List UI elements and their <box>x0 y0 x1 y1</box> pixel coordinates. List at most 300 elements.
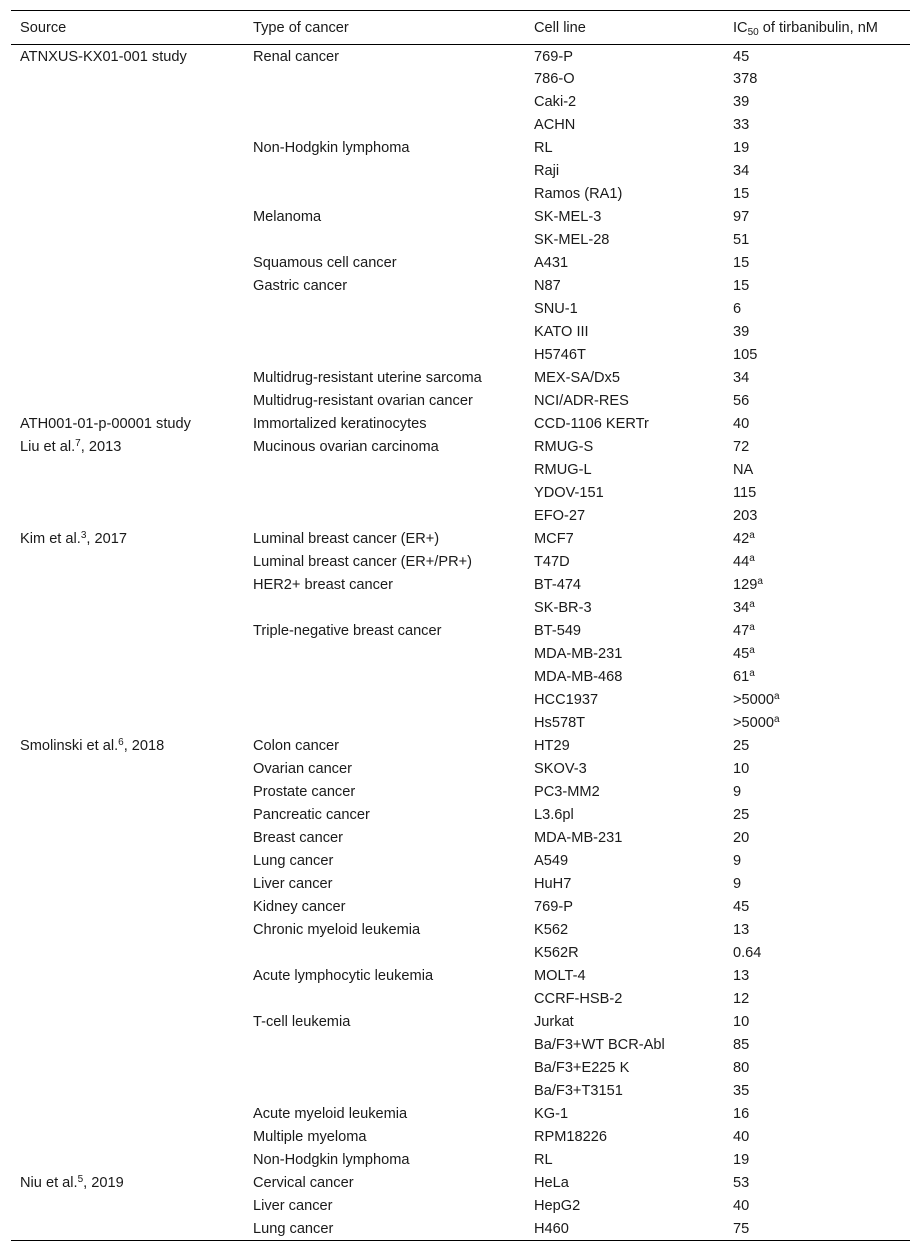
cell-cell-line: H5746T <box>534 347 586 363</box>
ic50-value: 53 <box>733 1175 750 1191</box>
cell-cell-line: HCC1937 <box>534 692 599 708</box>
cell-ic50 <box>724 804 910 827</box>
cell-source <box>11 1172 244 1195</box>
table-row <box>11 1172 910 1195</box>
cell-type-of-cancer: Squamous cell cancer <box>253 255 397 271</box>
reference-superscript: 5 <box>77 1174 84 1185</box>
table-row <box>11 689 910 712</box>
ic50-value: 80 <box>733 1060 750 1076</box>
table-row <box>11 896 910 919</box>
ic50-value: 42 <box>733 531 750 547</box>
ic50-value: 51 <box>733 232 750 248</box>
table-row <box>11 91 910 114</box>
cell-type-of-cancer: Multidrug-resistant uterine sarcoma <box>253 370 482 386</box>
cell-ic50 <box>724 666 910 689</box>
table-row <box>11 252 910 275</box>
cell-type-of-cancer <box>244 505 525 528</box>
cell-type-of-cancer: Luminal breast cancer (ER+) <box>253 531 440 547</box>
cell-ic50 <box>724 45 910 68</box>
cell-type-of-cancer: Gastric cancer <box>253 278 348 294</box>
table-header <box>11 11 910 45</box>
cell-cell-line: Jurkat <box>534 1014 574 1030</box>
cell-type-of-cancer: Chronic myeloid leukemia <box>253 922 421 938</box>
table-row <box>11 620 910 643</box>
cell-type-of-cancer: Lung cancer <box>244 1218 525 1241</box>
cell-cell-line: SK-MEL-28 <box>534 232 610 248</box>
cell-source <box>11 620 244 643</box>
cell-ic50 <box>724 689 910 712</box>
ic50-value: >5000 <box>733 692 774 708</box>
cell-ic50 <box>724 68 910 91</box>
cell-ic50 <box>724 206 910 229</box>
ic50-value: 35 <box>733 1083 750 1099</box>
ic50-value: 115 <box>733 485 757 501</box>
cell-type-of-cancer <box>244 459 525 482</box>
cell-source <box>11 183 244 206</box>
cell-type-of-cancer: Kidney cancer <box>253 899 346 915</box>
cell-type-of-cancer: Mucinous ovarian carcinoma <box>253 439 439 455</box>
cell-ic50 <box>724 298 910 321</box>
table-row <box>11 413 910 436</box>
cell-source <box>11 1195 244 1218</box>
table-row <box>11 1057 910 1080</box>
table-row <box>11 666 910 689</box>
cell-cell-line: K562R <box>534 945 579 961</box>
cell-ic50 <box>724 620 910 643</box>
cell-source <box>11 298 244 321</box>
ic50-value: 10 <box>733 1014 750 1030</box>
cell-type-of-cancer <box>244 666 525 689</box>
cell-type-of-cancer: Breast cancer <box>253 830 344 846</box>
ic50-value: 16 <box>733 1106 750 1122</box>
ic50-value: 85 <box>733 1037 750 1053</box>
cell-ic50 <box>724 1011 910 1034</box>
cell-cell-line: H460 <box>525 1218 724 1241</box>
ic50-value: 56 <box>733 393 750 409</box>
table-row <box>11 482 910 505</box>
cell-ic50 <box>724 275 910 298</box>
cell-cell-line: 769-P <box>534 49 573 66</box>
table-row <box>11 206 910 229</box>
cell-ic50 <box>724 965 910 988</box>
cell-ic50 <box>724 1149 910 1172</box>
cell-type-of-cancer <box>244 344 525 367</box>
table-body <box>11 45 910 1241</box>
cell-ic50 <box>724 482 910 505</box>
cell-source <box>11 735 244 758</box>
cell-source <box>11 229 244 252</box>
cell-ic50 <box>724 1126 910 1149</box>
ic50-value: 15 <box>733 278 750 294</box>
cell-source <box>11 712 244 735</box>
cell-ic50 <box>724 919 910 942</box>
table-row <box>11 827 910 850</box>
ic50-value: 75 <box>733 1220 750 1237</box>
cell-source <box>11 1126 244 1149</box>
cell-type-of-cancer: Colon cancer <box>253 738 339 754</box>
cell-type-of-cancer <box>244 482 525 505</box>
cell-ic50 <box>724 1103 910 1126</box>
table-row <box>11 114 910 137</box>
cell-cell-line: EFO-27 <box>534 508 586 524</box>
cell-source <box>11 988 244 1011</box>
cell-ic50 <box>724 1034 910 1057</box>
cell-cell-line: HeLa <box>534 1175 569 1191</box>
cell-source <box>11 91 244 114</box>
ic50-value: 129 <box>733 577 758 593</box>
source-year: , 2018 <box>123 738 165 754</box>
cell-source <box>11 321 244 344</box>
header-ic50-prefix: IC <box>733 19 748 36</box>
cell-ic50 <box>724 459 910 482</box>
footnote-superscript: a <box>749 553 755 564</box>
cell-cell-line: ACHN <box>534 117 576 133</box>
cell-ic50 <box>724 827 910 850</box>
table-row <box>11 505 910 528</box>
footnote-superscript: a <box>749 668 755 679</box>
table-row <box>11 804 910 827</box>
source-text: ATNXUS-KX01-001 study <box>20 49 187 66</box>
cell-source <box>11 137 244 160</box>
cell-source <box>11 1218 244 1241</box>
cell-ic50 <box>724 735 910 758</box>
ic50-value: NA <box>733 462 754 478</box>
cell-type-of-cancer: Cervical cancer <box>253 1175 354 1191</box>
cell-type-of-cancer: Ovarian cancer <box>253 761 352 777</box>
footnote-superscript: a <box>774 691 780 702</box>
table-row <box>11 988 910 1011</box>
footnote-superscript: a <box>749 530 755 541</box>
cell-ic50 <box>724 873 910 896</box>
reference-superscript: 7 <box>75 438 81 449</box>
table-row <box>11 574 910 597</box>
cell-type-of-cancer: Acute lymphocytic leukemia <box>253 968 434 984</box>
cell-type-of-cancer <box>244 91 525 114</box>
cell-type-of-cancer: Liver cancer <box>253 876 333 892</box>
table-row <box>11 551 910 574</box>
cell-cell-line: Ba/F3+WT BCR-Abl <box>534 1037 665 1053</box>
cell-ic50 <box>724 413 910 436</box>
cell-source <box>11 206 244 229</box>
ic50-value: 97 <box>733 209 750 225</box>
cell-type-of-cancer: Multiple myeloma <box>253 1129 367 1145</box>
data-table-container <box>11 10 910 1241</box>
header-type-of-cancer: Type of cancer <box>244 11 525 45</box>
cell-cell-line: RPM18226 <box>534 1129 608 1145</box>
cell-cell-line: 786-O <box>534 71 575 87</box>
header-ic50-suffix: of tirbanibulin, nM <box>758 19 878 36</box>
cell-cell-line: Ba/F3+T3151 <box>534 1083 623 1099</box>
header-source: Source <box>11 11 244 45</box>
cell-cell-line: Caki-2 <box>534 94 577 110</box>
ic50-value: 15 <box>733 255 750 271</box>
ic50-value: 9 <box>733 784 742 800</box>
ic50-value: 105 <box>733 347 758 363</box>
table-row <box>11 758 910 781</box>
cell-source <box>11 689 244 712</box>
ic50-table <box>11 10 910 1241</box>
ic50-value: 20 <box>733 830 750 846</box>
cell-source <box>11 850 244 873</box>
cell-type-of-cancer: HER2+ breast cancer <box>253 577 393 593</box>
ic50-value: 0.64 <box>733 945 762 961</box>
source-text: Kim et al. <box>20 531 81 547</box>
source-year: , 2013 <box>80 439 122 455</box>
ic50-value: 15 <box>733 186 750 202</box>
table-row <box>11 1218 910 1241</box>
cell-ic50 <box>724 505 910 528</box>
cell-cell-line: MEX-SA/Dx5 <box>534 370 620 386</box>
table-row <box>11 1011 910 1034</box>
reference-superscript: 6 <box>118 737 124 748</box>
cell-source <box>11 390 244 413</box>
ic50-value: 203 <box>733 508 758 524</box>
cell-cell-line: YDOV-151 <box>534 485 604 501</box>
cell-cell-line: A431 <box>534 255 569 271</box>
cell-ic50 <box>724 781 910 804</box>
cell-source <box>11 1057 244 1080</box>
cell-cell-line: Ba/F3+E225 K <box>534 1060 630 1076</box>
cell-ic50 <box>724 1195 910 1218</box>
cell-type-of-cancer <box>244 988 525 1011</box>
cell-source <box>11 896 244 919</box>
cell-ic50 <box>724 942 910 965</box>
cell-type-of-cancer <box>244 183 525 206</box>
table-row <box>11 919 910 942</box>
cell-cell-line: T47D <box>534 554 570 570</box>
cell-cell-line: CCD-1106 KERTr <box>534 416 649 432</box>
cell-cell-line: KG-1 <box>534 1106 569 1122</box>
cell-ic50 <box>724 1080 910 1103</box>
table-row <box>11 1034 910 1057</box>
ic50-value: 19 <box>733 140 750 156</box>
cell-type-of-cancer: Lung cancer <box>253 853 334 869</box>
ic50-value: 25 <box>733 738 750 754</box>
table-row <box>11 137 910 160</box>
cell-cell-line: A549 <box>534 853 569 869</box>
ic50-value: 12 <box>733 991 750 1007</box>
cell-source <box>11 666 244 689</box>
cell-source <box>11 367 244 390</box>
cell-source <box>11 1011 244 1034</box>
table-row <box>11 344 910 367</box>
cell-source <box>11 827 244 850</box>
cell-source <box>11 804 244 827</box>
ic50-value: 6 <box>733 301 742 317</box>
cell-source <box>11 551 244 574</box>
ic50-value: >5000 <box>733 715 774 731</box>
source-year: , 2019 <box>83 1175 124 1191</box>
cell-cell-line: BT-474 <box>534 577 582 593</box>
ic50-value: 72 <box>733 439 750 455</box>
table-row <box>11 965 910 988</box>
header-ic50-subscript: 50 <box>747 26 759 38</box>
cell-cell-line: MDA-MB-468 <box>534 669 623 685</box>
cell-type-of-cancer: Prostate cancer <box>253 784 356 800</box>
cell-type-of-cancer: Acute myeloid leukemia <box>253 1106 408 1122</box>
cell-source <box>11 275 244 298</box>
table-row <box>11 1149 910 1172</box>
cell-type-of-cancer: Pancreatic cancer <box>253 807 370 823</box>
cell-source <box>11 1103 244 1126</box>
cell-cell-line: SNU-1 <box>534 301 578 317</box>
cell-ic50 <box>724 1057 910 1080</box>
table-row <box>11 275 910 298</box>
ic50-value: 13 <box>733 968 750 984</box>
cell-cell-line: RL <box>534 1152 553 1168</box>
cell-cell-line: HuH7 <box>534 876 572 892</box>
ic50-value: 378 <box>733 71 758 87</box>
footnote-superscript: a <box>757 576 763 587</box>
table-row <box>11 781 910 804</box>
ic50-value: 40 <box>733 1129 750 1145</box>
cell-source <box>11 459 244 482</box>
cell-ic50 <box>724 896 910 919</box>
source-text: Liu et al. <box>20 439 76 455</box>
cell-source <box>11 965 244 988</box>
footnote-superscript: a <box>749 622 755 633</box>
cell-source <box>11 1034 244 1057</box>
cell-type-of-cancer: Renal cancer <box>253 49 339 66</box>
cell-cell-line: SK-BR-3 <box>534 600 592 616</box>
table-row <box>11 229 910 252</box>
ic50-value: 34 <box>733 370 750 386</box>
cell-cell-line: CCRF-HSB-2 <box>534 991 623 1007</box>
cell-ic50 <box>724 1218 910 1241</box>
table-row <box>11 942 910 965</box>
ic50-value: 61 <box>733 669 750 685</box>
ic50-value: 45 <box>733 49 750 66</box>
cell-source <box>11 1080 244 1103</box>
cell-ic50 <box>724 252 910 275</box>
cell-type-of-cancer <box>244 712 525 735</box>
cell-type-of-cancer: T-cell leukemia <box>253 1014 351 1030</box>
ic50-value: 47 <box>733 623 750 639</box>
source-text: Niu et al. <box>20 1175 78 1191</box>
table-row <box>11 712 910 735</box>
source-year: , 2017 <box>86 531 127 547</box>
ic50-value: 45 <box>733 646 750 662</box>
cell-cell-line: 769-P <box>534 899 573 915</box>
cell-ic50 <box>724 597 910 620</box>
table-row <box>11 459 910 482</box>
cell-source <box>11 942 244 965</box>
cell-type-of-cancer: Luminal breast cancer (ER+/PR+) <box>253 554 472 570</box>
table-row <box>11 367 910 390</box>
cell-ic50 <box>724 1172 910 1195</box>
cell-ic50 <box>724 712 910 735</box>
cell-type-of-cancer <box>244 597 525 620</box>
cell-type-of-cancer <box>244 114 525 137</box>
cell-cell-line: N87 <box>534 278 561 294</box>
footnote-superscript: a <box>749 599 755 610</box>
reference-superscript: 3 <box>80 530 87 541</box>
cell-type-of-cancer <box>244 160 525 183</box>
cell-type-of-cancer: Immortalized keratinocytes <box>253 416 427 432</box>
cell-cell-line: Raji <box>534 163 560 179</box>
cell-cell-line: RMUG-L <box>534 462 592 478</box>
cell-cell-line: NCI/ADR-RES <box>534 393 629 409</box>
cell-source <box>11 1149 244 1172</box>
cell-ic50 <box>724 344 910 367</box>
cell-type-of-cancer: Multidrug-resistant ovarian cancer <box>253 393 473 409</box>
cell-type-of-cancer <box>244 643 525 666</box>
table-row <box>11 597 910 620</box>
cell-type-of-cancer: Triple-negative breast cancer <box>253 623 442 639</box>
ic50-value: 25 <box>733 807 750 823</box>
cell-cell-line: RMUG-S <box>534 439 594 455</box>
cell-type-of-cancer: Liver cancer <box>253 1198 333 1214</box>
cell-ic50 <box>724 551 910 574</box>
cell-source <box>11 873 244 896</box>
cell-type-of-cancer <box>244 229 525 252</box>
ic50-value: 9 <box>733 876 742 892</box>
table-row <box>11 321 910 344</box>
cell-ic50 <box>724 137 910 160</box>
table-row <box>11 873 910 896</box>
cell-cell-line: Hs578T <box>534 715 586 731</box>
cell-source <box>11 413 244 436</box>
ic50-value: 39 <box>733 324 750 340</box>
ic50-value: 39 <box>733 94 750 110</box>
cell-type-of-cancer: Melanoma <box>253 209 322 225</box>
footnote-superscript: a <box>774 714 780 725</box>
cell-ic50 <box>724 436 910 459</box>
ic50-value: 40 <box>733 416 750 432</box>
cell-type-of-cancer <box>244 942 525 965</box>
cell-source <box>11 45 244 68</box>
cell-source <box>11 643 244 666</box>
cell-ic50 <box>724 91 910 114</box>
ic50-value: 9 <box>733 853 742 869</box>
cell-cell-line: PC3-MM2 <box>534 784 600 800</box>
cell-ic50 <box>724 114 910 137</box>
table-row <box>11 390 910 413</box>
cell-cell-line: Ramos (RA1) <box>534 186 623 202</box>
cell-source <box>11 758 244 781</box>
cell-source <box>11 505 244 528</box>
cell-source <box>11 436 244 459</box>
cell-cell-line: HT29 <box>534 738 570 754</box>
table-row <box>11 1195 910 1218</box>
table-row <box>11 160 910 183</box>
table-row <box>11 436 910 459</box>
cell-ic50 <box>724 528 910 551</box>
cell-type-of-cancer <box>244 321 525 344</box>
header-row <box>11 11 910 45</box>
header-ic50 <box>724 11 910 45</box>
cell-source <box>11 114 244 137</box>
cell-cell-line: HepG2 <box>534 1198 581 1214</box>
table-row <box>11 183 910 206</box>
ic50-value: 10 <box>733 761 750 777</box>
cell-source <box>11 781 244 804</box>
cell-ic50 <box>724 988 910 1011</box>
cell-cell-line: K562 <box>534 922 569 938</box>
cell-ic50 <box>724 321 910 344</box>
table-row <box>11 735 910 758</box>
cell-type-of-cancer <box>244 68 525 91</box>
table-row <box>11 298 910 321</box>
cell-cell-line: KATO III <box>534 324 589 340</box>
cell-type-of-cancer: Non-Hodgkin lymphoma <box>253 140 410 156</box>
cell-type-of-cancer <box>244 1057 525 1080</box>
cell-source <box>11 344 244 367</box>
table-row <box>11 45 910 68</box>
cell-ic50 <box>724 850 910 873</box>
footnote-superscript: a <box>749 645 755 656</box>
cell-cell-line: MCF7 <box>534 531 574 547</box>
